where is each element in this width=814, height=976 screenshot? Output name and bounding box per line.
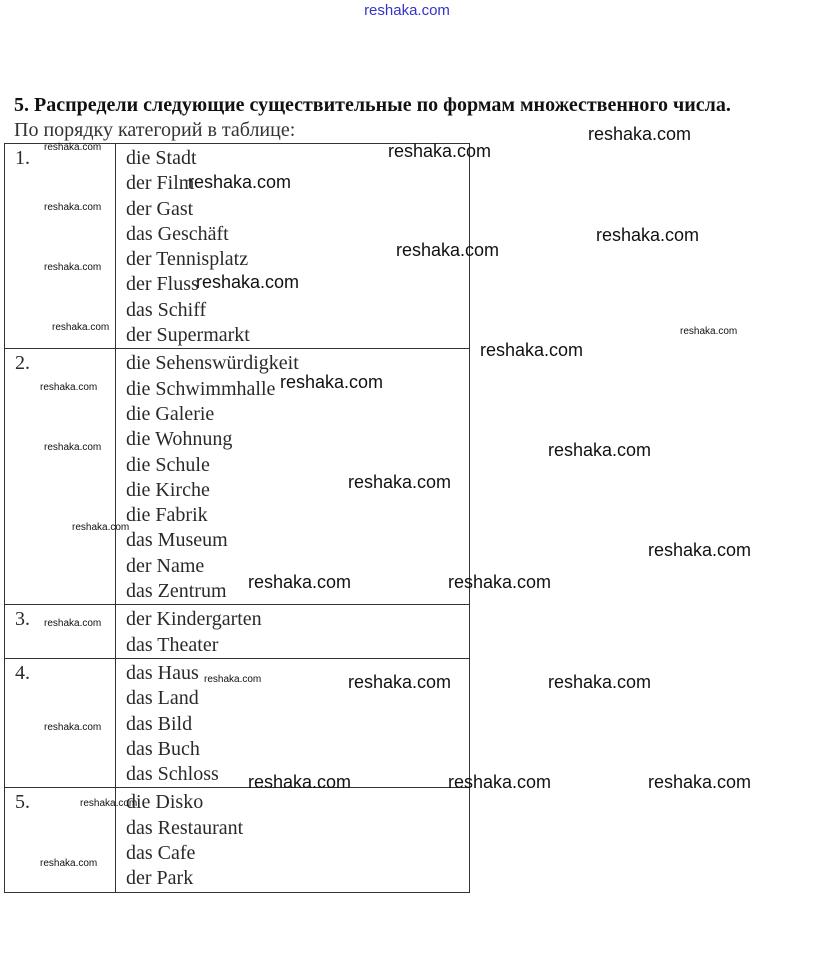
list-item: der Park bbox=[126, 867, 194, 890]
watermark: reshaka.com bbox=[80, 798, 138, 809]
watermark: reshaka.com bbox=[72, 522, 130, 533]
list-item: das Buch bbox=[126, 737, 200, 760]
list-item: das Haus bbox=[126, 661, 199, 684]
watermark: reshaka.com bbox=[388, 141, 492, 161]
task-title: 5. Распредели следующие существительные по формам множественного числа. bbox=[14, 94, 731, 116]
list-item: die Schwimmhalle bbox=[126, 377, 276, 400]
group-number: 3. bbox=[5, 605, 116, 659]
group-word-list bbox=[116, 605, 470, 659]
list-item: der Film bbox=[126, 172, 195, 195]
list-item: die Galerie bbox=[126, 402, 215, 425]
site-header[interactable]: reshaka.com bbox=[364, 2, 450, 19]
watermark: reshaka.com bbox=[348, 472, 452, 492]
watermark: reshaka.com bbox=[52, 322, 110, 333]
list-item: der Kindergarten bbox=[126, 608, 262, 631]
watermark: reshaka.com bbox=[248, 572, 352, 592]
task-subtitle: По порядку категорий в таблице: bbox=[14, 119, 296, 141]
list-item: das Restaurant bbox=[126, 816, 244, 839]
watermark: reshaka.com bbox=[396, 240, 500, 260]
list-item: das Schiff bbox=[126, 298, 207, 321]
watermark: reshaka.com bbox=[40, 858, 98, 869]
list-item: das Cafe bbox=[126, 842, 196, 865]
list-item: die Sehenswürdigkeit bbox=[126, 352, 299, 375]
watermark: reshaka.com bbox=[44, 618, 102, 629]
watermark: reshaka.com bbox=[44, 142, 102, 153]
list-item: die Disko bbox=[126, 791, 204, 814]
watermark: reshaka.com bbox=[648, 772, 752, 792]
list-item: der Supermarkt bbox=[126, 324, 250, 347]
watermark: reshaka.com bbox=[248, 772, 352, 792]
list-item: der Name bbox=[126, 554, 205, 577]
watermark: reshaka.com bbox=[588, 124, 692, 144]
watermark: reshaka.com bbox=[548, 440, 652, 460]
watermark: reshaka.com bbox=[188, 172, 292, 192]
group-number: 2. bbox=[5, 349, 116, 605]
watermark: reshaka.com bbox=[648, 540, 752, 560]
watermark: reshaka.com bbox=[40, 382, 98, 393]
watermark: reshaka.com bbox=[44, 442, 102, 453]
list-item: die Kirche bbox=[126, 478, 210, 501]
watermark: reshaka.com bbox=[348, 672, 452, 692]
list-item: der Fluss bbox=[126, 273, 199, 296]
group-number: 4. bbox=[5, 658, 116, 787]
list-item: das Land bbox=[126, 687, 199, 710]
watermark: reshaka.com bbox=[448, 572, 552, 592]
watermark: reshaka.com bbox=[44, 202, 102, 213]
list-item: der Tennisplatz bbox=[126, 248, 249, 271]
list-item: die Schule bbox=[126, 453, 210, 476]
list-item: das Bild bbox=[126, 712, 193, 735]
table-row bbox=[5, 605, 470, 659]
watermark: reshaka.com bbox=[204, 674, 262, 685]
watermark: reshaka.com bbox=[44, 262, 102, 273]
list-item: die Wohnung bbox=[126, 428, 233, 451]
list-item: das Schloss bbox=[126, 763, 219, 786]
watermark: reshaka.com bbox=[44, 722, 102, 733]
watermark: reshaka.com bbox=[280, 372, 384, 392]
group-number: 1. bbox=[5, 144, 116, 349]
watermark: reshaka.com bbox=[596, 225, 700, 245]
watermark: reshaka.com bbox=[548, 672, 652, 692]
list-item: der Gast bbox=[126, 197, 194, 220]
list-item: die Fabrik bbox=[126, 504, 208, 527]
list-item: das Theater bbox=[126, 633, 219, 656]
group-word-list bbox=[116, 788, 470, 892]
watermark: reshaka.com bbox=[480, 340, 584, 360]
list-item: das Geschäft bbox=[126, 222, 229, 245]
watermark: reshaka.com bbox=[448, 772, 552, 792]
list-item: das Zentrum bbox=[126, 580, 227, 603]
table-row bbox=[5, 788, 470, 892]
watermark: reshaka.com bbox=[196, 272, 300, 292]
group-number: 5. bbox=[5, 788, 116, 892]
list-item: die Stadt bbox=[126, 147, 197, 169]
watermark: reshaka.com bbox=[680, 326, 738, 337]
list-item: das Museum bbox=[126, 529, 228, 552]
